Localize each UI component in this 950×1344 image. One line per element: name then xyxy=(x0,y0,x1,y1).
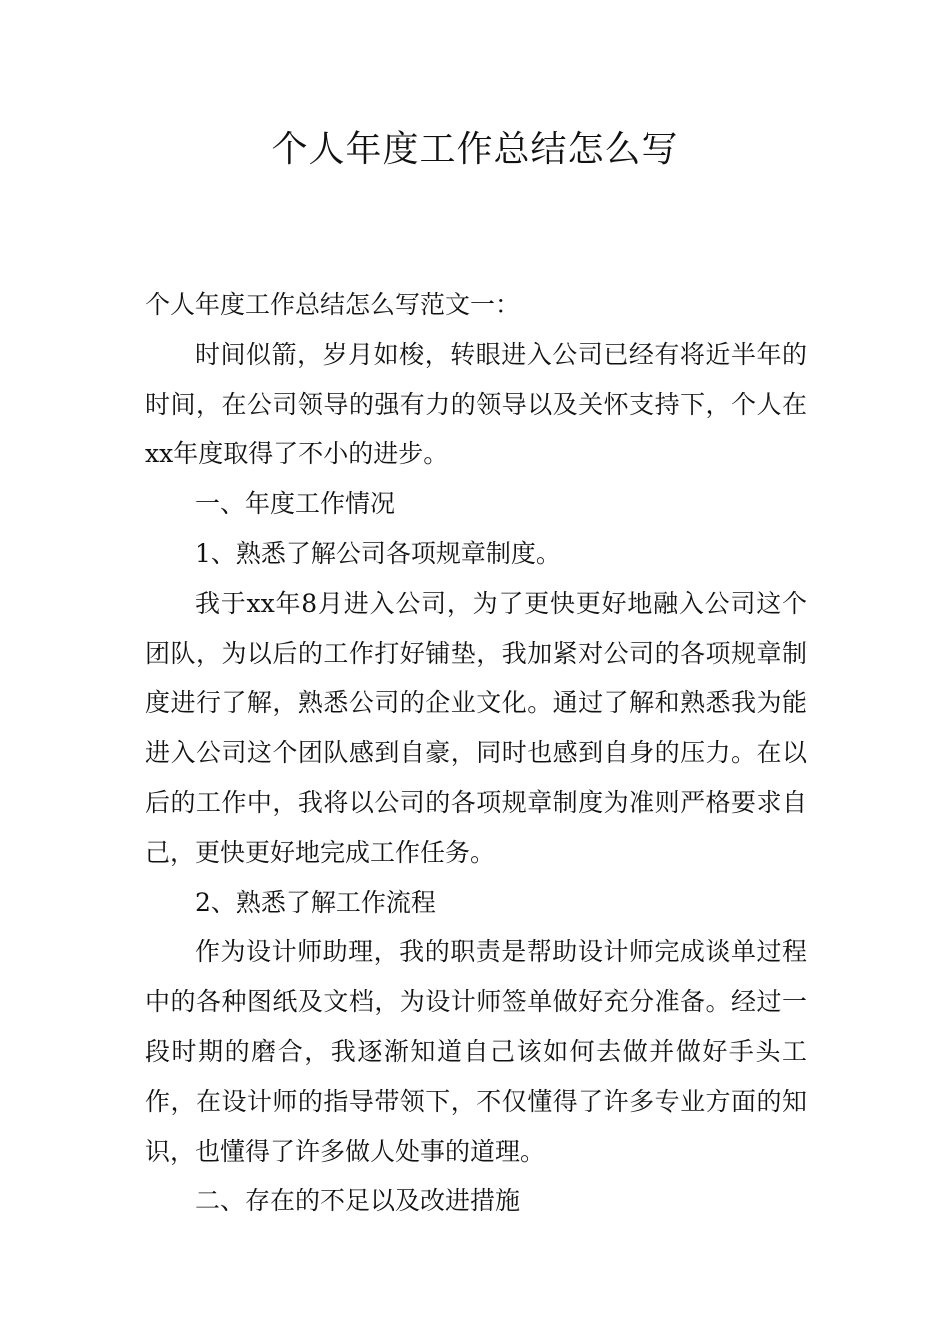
document-title: 个人年度工作总结怎么写 xyxy=(271,129,679,170)
subsection-heading: 1、熟悉了解公司各项规章制度。 xyxy=(195,538,561,568)
paragraph: 我于xx年8月进入公司，为了更快更好地融入公司这个团队，为以后的工作打好铺垫，我加紧对公司的各项规章制度进行了解，熟悉公司的企业文化。通过了解和熟悉我为能进入公司这个团队感到自豪，同时也感到自身的压力。在以后的工作中，我将以公司的各项规章制度为准则严格要求自己，更快更好地完成工作任务。 xyxy=(145,588,807,867)
section-heading: 一、年度工作情况 xyxy=(195,489,396,519)
paragraph: 时间似箭，岁月如梭，转眼进入公司已经有将近半年的时间，在公司领导的强有力的领导以及关怀支持下，个人在xx年度取得了不小的进步。 xyxy=(145,339,807,469)
paragraph: 作为设计师助理，我的职责是帮助设计师完成谈单过程中的各种图纸及文档，为设计师签单做好充分准备。经过一段时期的磨合，我逐渐知道自己该如何去做并做好手头工作，在设计师的指导带领下，不仅懂得了许多专业方面的知识，也懂得了许多做人处事的道理。 xyxy=(145,937,807,1166)
document-body xyxy=(145,280,807,1226)
section-heading: 二、存在的不足以及改进措施 xyxy=(195,1186,521,1216)
subsection-heading: 2、熟悉了解工作流程 xyxy=(195,887,436,917)
paragraph-intro: 个人年度工作总结怎么写范文一： xyxy=(145,290,521,319)
